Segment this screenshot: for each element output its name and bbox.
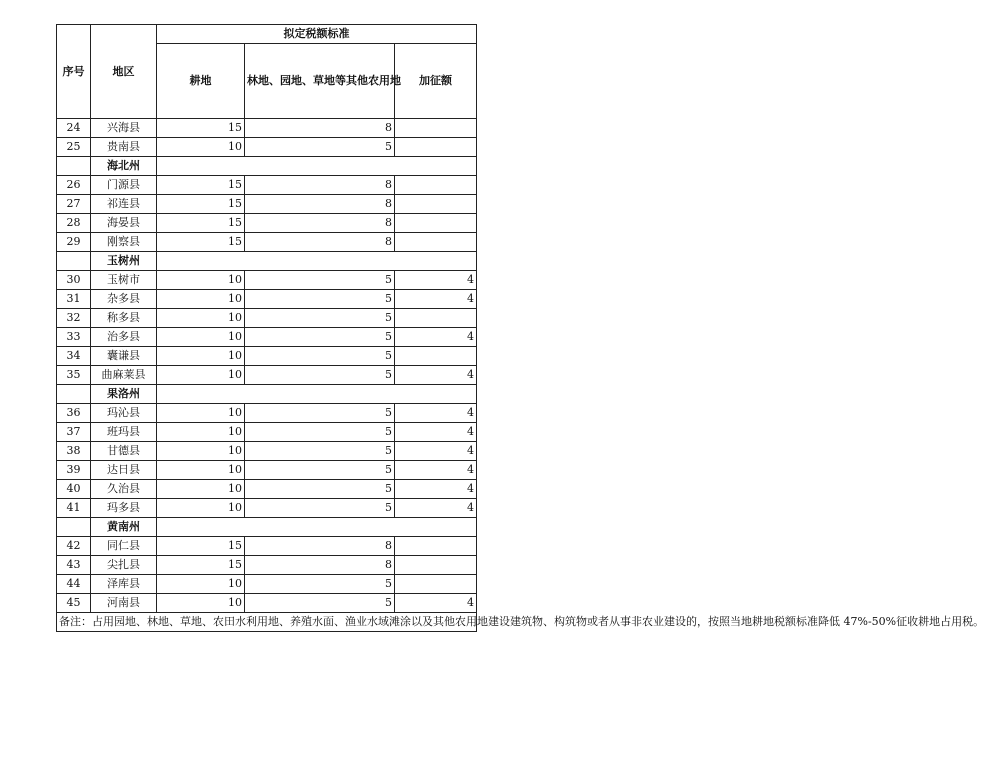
surcharge-cell: [395, 214, 477, 233]
county-name-cell: 同仁县: [91, 537, 157, 556]
county-name-cell: 刚察县: [91, 233, 157, 252]
serial-number-cell: 34: [57, 347, 91, 366]
arable-land-rate-cell: 10: [157, 499, 245, 518]
arable-land-rate-cell: 10: [157, 575, 245, 594]
county-name-cell: 久治县: [91, 480, 157, 499]
serial-number-cell: 25: [57, 138, 91, 157]
region-group-row: [57, 252, 477, 271]
other-farmland-rate-cell: 5: [245, 271, 395, 290]
other-farmland-rate-cell: 8: [245, 233, 395, 252]
table-row: [57, 195, 477, 214]
header-tax-standard: 拟定税额标准: [157, 25, 477, 44]
serial-number-cell: 45: [57, 594, 91, 613]
surcharge-cell: [395, 138, 477, 157]
header-region: 地区: [91, 25, 157, 119]
region-group-name: 玉树州: [91, 252, 157, 271]
arable-land-rate-cell: 10: [157, 138, 245, 157]
group-empty-cell: [157, 252, 477, 271]
header-serial-number: 序号: [57, 25, 91, 119]
other-farmland-rate-cell: 5: [245, 423, 395, 442]
other-farmland-rate-cell: 8: [245, 176, 395, 195]
other-farmland-rate-cell: 5: [245, 575, 395, 594]
arable-land-rate-cell: 10: [157, 461, 245, 480]
arable-land-rate-cell: 15: [157, 537, 245, 556]
serial-number-cell: 43: [57, 556, 91, 575]
table-row: [57, 176, 477, 195]
surcharge-cell: [395, 195, 477, 214]
serial-number-cell: 42: [57, 537, 91, 556]
region-group-name: 黄南州: [91, 518, 157, 537]
table-row: [57, 442, 477, 461]
footnote: 备注：占用园地、林地、草地、农田水利用地、养殖水面、渔业水域滩涂以及其他农用地建设建筑物、构筑物或者从事非农业建设的，按照当地耕地税额标准降低 47%-50%征收耕地占用税。: [57, 613, 477, 632]
surcharge-cell: [395, 556, 477, 575]
surcharge-cell: 4: [395, 499, 477, 518]
arable-land-rate-cell: 15: [157, 214, 245, 233]
group-empty-cell: [157, 157, 477, 176]
table-row: [57, 271, 477, 290]
serial-number-cell: 26: [57, 176, 91, 195]
serial-number-cell: 39: [57, 461, 91, 480]
tax-standard-table: [56, 24, 984, 632]
region-group-row: [57, 157, 477, 176]
table-row: [57, 423, 477, 442]
table-row: [57, 347, 477, 366]
county-name-cell: 贵南县: [91, 138, 157, 157]
table-row: [57, 556, 477, 575]
serial-number-cell: 33: [57, 328, 91, 347]
county-name-cell: 兴海县: [91, 119, 157, 138]
serial-number-cell: 31: [57, 290, 91, 309]
arable-land-rate-cell: 10: [157, 423, 245, 442]
region-group-row: [57, 385, 477, 404]
other-farmland-rate-cell: 5: [245, 138, 395, 157]
group-empty-cell: [157, 518, 477, 537]
other-farmland-rate-cell: 5: [245, 347, 395, 366]
header-surcharge: 加征额: [395, 44, 477, 119]
table-body: [57, 119, 477, 613]
table-row: [57, 119, 477, 138]
group-empty-cell: [57, 385, 91, 404]
other-farmland-rate-cell: 8: [245, 214, 395, 233]
other-farmland-rate-cell: 8: [245, 537, 395, 556]
table-row: [57, 290, 477, 309]
serial-number-cell: 38: [57, 442, 91, 461]
surcharge-cell: [395, 119, 477, 138]
other-farmland-rate-cell: 5: [245, 594, 395, 613]
county-name-cell: 海晏县: [91, 214, 157, 233]
table-row: [57, 461, 477, 480]
county-name-cell: 玛多县: [91, 499, 157, 518]
region-group-name: 海北州: [91, 157, 157, 176]
table-row: [57, 404, 477, 423]
county-name-cell: 班玛县: [91, 423, 157, 442]
surcharge-cell: 4: [395, 480, 477, 499]
surcharge-cell: [395, 233, 477, 252]
region-group-name: 果洛州: [91, 385, 157, 404]
county-name-cell: 河南县: [91, 594, 157, 613]
county-name-cell: 门源县: [91, 176, 157, 195]
arable-land-rate-cell: 10: [157, 594, 245, 613]
arable-land-rate-cell: 10: [157, 366, 245, 385]
arable-land-rate-cell: 10: [157, 309, 245, 328]
surcharge-cell: 4: [395, 423, 477, 442]
serial-number-cell: 29: [57, 233, 91, 252]
other-farmland-rate-cell: 5: [245, 366, 395, 385]
arable-land-rate-cell: 15: [157, 233, 245, 252]
table-row: [57, 537, 477, 556]
header-other-farmland: 林地、园地、草地等其他农用地: [245, 44, 395, 119]
other-farmland-rate-cell: 5: [245, 442, 395, 461]
county-name-cell: 尖扎县: [91, 556, 157, 575]
other-farmland-rate-cell: 5: [245, 480, 395, 499]
county-name-cell: 称多县: [91, 309, 157, 328]
header-arable-land: 耕地: [157, 44, 245, 119]
arable-land-rate-cell: 10: [157, 442, 245, 461]
other-farmland-rate-cell: 5: [245, 499, 395, 518]
other-farmland-rate-cell: 5: [245, 309, 395, 328]
serial-number-cell: 36: [57, 404, 91, 423]
serial-number-cell: 37: [57, 423, 91, 442]
county-name-cell: 祁连县: [91, 195, 157, 214]
arable-land-rate-cell: 15: [157, 119, 245, 138]
surcharge-cell: [395, 309, 477, 328]
county-name-cell: 治多县: [91, 328, 157, 347]
other-farmland-rate-cell: 8: [245, 119, 395, 138]
county-name-cell: 曲麻莱县: [91, 366, 157, 385]
other-farmland-rate-cell: 8: [245, 195, 395, 214]
other-farmland-rate-cell: 8: [245, 556, 395, 575]
group-empty-cell: [57, 252, 91, 271]
arable-land-rate-cell: 15: [157, 176, 245, 195]
group-empty-cell: [57, 518, 91, 537]
county-name-cell: 玛沁县: [91, 404, 157, 423]
county-name-cell: 达日县: [91, 461, 157, 480]
table-row: [57, 594, 477, 613]
table-row: [57, 575, 477, 594]
county-name-cell: 杂多县: [91, 290, 157, 309]
county-name-cell: 囊谦县: [91, 347, 157, 366]
surcharge-cell: 4: [395, 461, 477, 480]
other-farmland-rate-cell: 5: [245, 290, 395, 309]
serial-number-cell: 28: [57, 214, 91, 233]
surcharge-cell: [395, 176, 477, 195]
other-farmland-rate-cell: 5: [245, 328, 395, 347]
arable-land-rate-cell: 10: [157, 328, 245, 347]
watermark: [436, 738, 506, 754]
surcharge-cell: [395, 575, 477, 594]
other-farmland-rate-cell: 5: [245, 461, 395, 480]
county-name-cell: 泽库县: [91, 575, 157, 594]
surcharge-cell: 4: [395, 404, 477, 423]
arable-land-rate-cell: 10: [157, 404, 245, 423]
surcharge-cell: [395, 347, 477, 366]
header-row: [57, 25, 477, 44]
surcharge-cell: 4: [395, 366, 477, 385]
table-row: [57, 480, 477, 499]
surcharge-cell: 4: [395, 442, 477, 461]
arable-land-rate-cell: 10: [157, 271, 245, 290]
arable-land-rate-cell: 10: [157, 290, 245, 309]
table-row: [57, 328, 477, 347]
other-farmland-rate-cell: 5: [245, 404, 395, 423]
surcharge-cell: [395, 537, 477, 556]
surcharge-cell: 4: [395, 328, 477, 347]
serial-number-cell: 35: [57, 366, 91, 385]
table-row: [57, 233, 477, 252]
table-row: [57, 499, 477, 518]
county-name-cell: 玉树市: [91, 271, 157, 290]
serial-number-cell: 40: [57, 480, 91, 499]
region-group-row: [57, 518, 477, 537]
surcharge-cell: 4: [395, 290, 477, 309]
group-empty-cell: [157, 385, 477, 404]
serial-number-cell: 44: [57, 575, 91, 594]
county-name-cell: 甘德县: [91, 442, 157, 461]
arable-land-rate-cell: 15: [157, 195, 245, 214]
serial-number-cell: 27: [57, 195, 91, 214]
table-row: [57, 366, 477, 385]
note-row: [57, 613, 477, 632]
arable-land-rate-cell: 10: [157, 480, 245, 499]
table-row: [57, 214, 477, 233]
group-empty-cell: [57, 157, 91, 176]
table-row: [57, 138, 477, 157]
table-row: [57, 309, 477, 328]
serial-number-cell: 30: [57, 271, 91, 290]
arable-land-rate-cell: 15: [157, 556, 245, 575]
serial-number-cell: 24: [57, 119, 91, 138]
surcharge-cell: 4: [395, 271, 477, 290]
serial-number-cell: 32: [57, 309, 91, 328]
arable-land-rate-cell: 10: [157, 347, 245, 366]
serial-number-cell: 41: [57, 499, 91, 518]
surcharge-cell: 4: [395, 594, 477, 613]
